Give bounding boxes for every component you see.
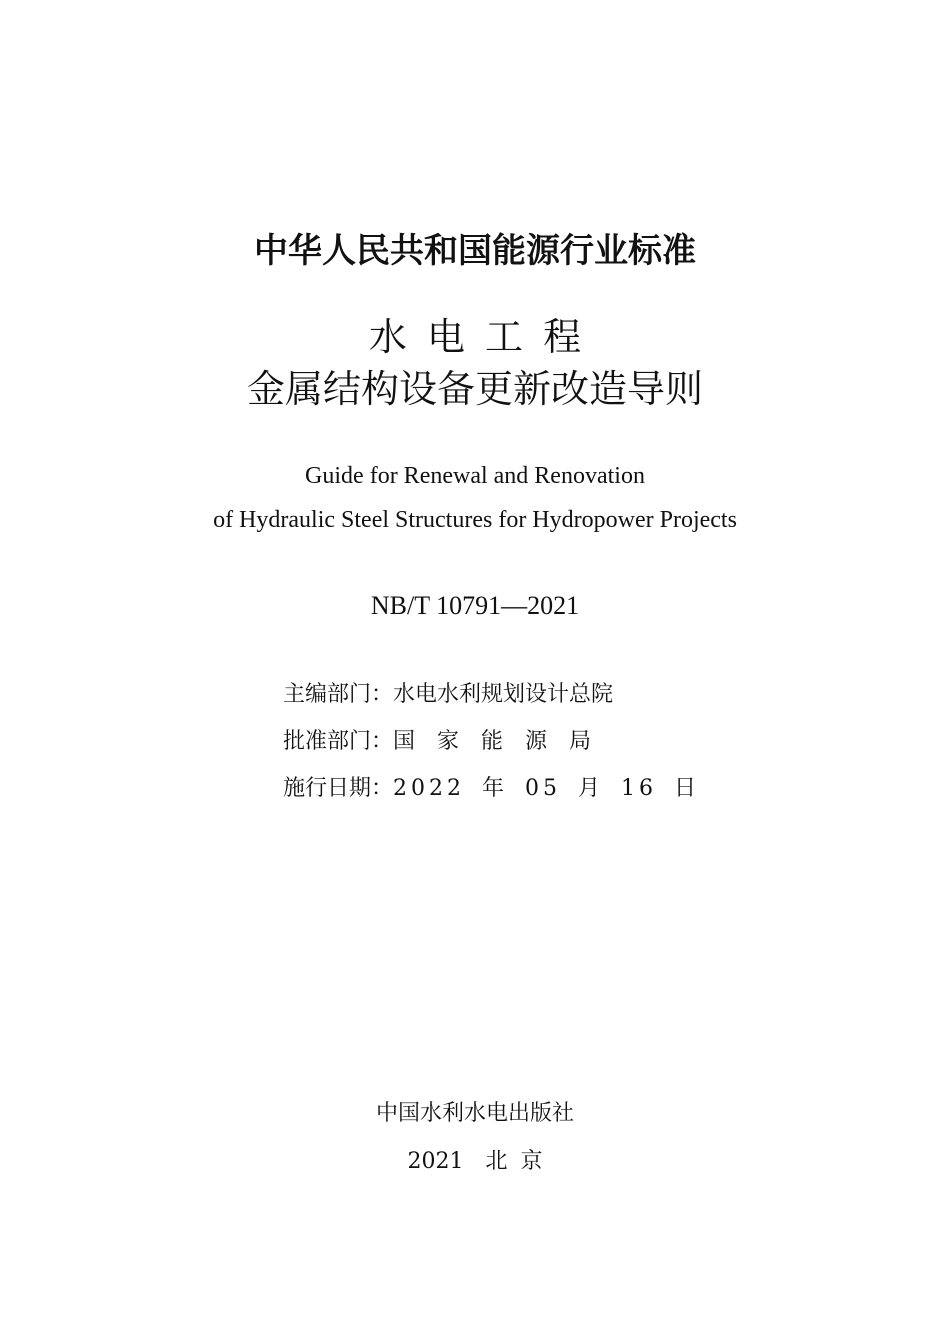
approver-department-label: 批准部门： [283, 729, 394, 754]
standard-type-heading: 中华人民共和国能源行业标准 [254, 231, 696, 271]
effective-date-row [283, 778, 700, 800]
standard-code: NB/T 10791—2021 [370, 591, 580, 620]
effective-date-value: 2022 年 05 月 16 日 [393, 776, 700, 801]
approver-department-row [283, 731, 613, 753]
publication-year-place: 2021 北 京 [407, 1149, 543, 1174]
approver-department-value: 国家能源局 [393, 729, 614, 754]
chinese-title-line-1: 水 电 工 程 [368, 315, 582, 359]
publisher-name: 中国水利水电出版社 [375, 1101, 574, 1126]
editor-department-row [283, 684, 613, 706]
chinese-title-line-2: 金属结构设备更新改造导则 [246, 367, 703, 411]
effective-date-label: 施行日期： [283, 776, 394, 801]
editor-department-value: 水电水利规划设计总院 [393, 682, 614, 707]
editor-department-label: 主编部门： [283, 682, 394, 707]
english-title-line-1: Guide for Renewal and Renovation [305, 463, 645, 489]
english-title-line-2: of Hydraulic Steel Structures for Hydropower Projects [213, 507, 737, 533]
